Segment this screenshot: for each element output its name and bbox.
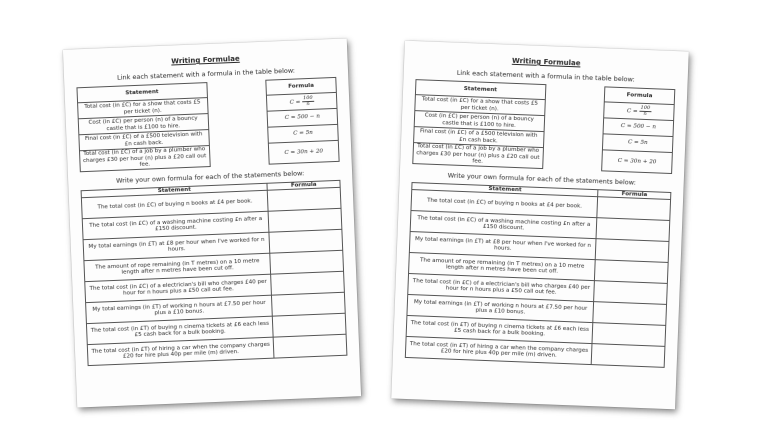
own-statement: My total earnings (in £T) at £8 per hour when I've worked for n hours. xyxy=(409,232,596,260)
link-formula: C = $\frac{100}{n}$ xyxy=(266,92,337,111)
link-statement: Cost (in £C) per person (n) of a bouncy castle that is £100 to hire. xyxy=(414,111,544,132)
link-instruction: Link each statement with a formula in the table below: xyxy=(456,68,635,84)
link-header-statement: Statement xyxy=(415,80,545,100)
own-statement: The total cost (in £T) of hiring a car when the company charges £20 for hire plus 40p per mile (m) driven. xyxy=(405,337,592,365)
fraction: $\frac{100}{n}$ xyxy=(640,104,651,118)
link-statement: Total cost (in £C) of a job by a plumber who charges £30 per hour (n) plus a £20 call out fee. xyxy=(79,146,209,172)
own-formula-table xyxy=(81,180,348,367)
formula-answer-cell[interactable] xyxy=(596,218,669,242)
formula-answer-cell[interactable] xyxy=(595,260,668,284)
link-formula: C = 5n xyxy=(602,134,673,153)
own-formula-table xyxy=(405,182,672,368)
worksheet-title: Writing Formulae xyxy=(171,54,240,66)
formula-answer-cell[interactable] xyxy=(271,272,344,296)
formula-answer-cell[interactable] xyxy=(270,251,343,275)
formula-answer-cell[interactable] xyxy=(593,302,666,326)
worksheet-left xyxy=(63,38,361,407)
own-header-statement: Statement xyxy=(412,182,599,197)
own-statement: The total cost (in £C) of a electrician's bill who charges £40 per hour for n hours plus a £50 call out fee. xyxy=(85,275,272,303)
formula-answer-cell[interactable] xyxy=(592,323,665,347)
formula-answer-cell[interactable] xyxy=(273,314,346,338)
link-header-statement: Statement xyxy=(77,83,207,103)
own-statement: My total earnings (in £T) at £8 per hour when I've worked for n hours. xyxy=(83,233,270,261)
own-instruction: Write your own formula for each of the statements below: xyxy=(447,171,637,187)
formula-answer-cell[interactable] xyxy=(594,281,667,305)
link-table xyxy=(412,79,675,174)
own-statement: The total cost (in £C) of a washing machine costing £n after a £150 discount. xyxy=(82,212,269,240)
own-statement: The total cost (in £T) of buying n cinema tickets at £6 each less £5 cash back for a bulk booking. xyxy=(406,316,593,344)
own-statement: The amount of rope remaining (in T metres) on a 10 metre length after n metres have been cut off. xyxy=(84,254,271,282)
link-header-formula: Formula xyxy=(266,77,336,95)
link-formula: C = 5n xyxy=(268,124,339,143)
link-statement: Total cost (in £C) of a job by a plumber who charges £30 per hour (n) plus a £20 call out fee. xyxy=(413,143,543,169)
link-statement: Total cost (in £C) for a show that costs £5 per ticket (n). xyxy=(415,95,545,116)
link-header-formula: Formula xyxy=(604,87,674,105)
link-statement: Cost (in £C) per person (n) of a bouncy castle that is £100 to hire. xyxy=(78,114,208,135)
fraction: $\frac{100}{n}$ xyxy=(302,94,313,108)
link-statement: Total cost (in £C) for a show that costs £5 per ticket (n). xyxy=(78,98,208,119)
link-formula: C = 30n + 20 xyxy=(602,150,673,173)
formula-answer-cell[interactable] xyxy=(592,344,665,368)
link-formula: C = 500 − n xyxy=(267,108,338,127)
own-statement: The total cost (in £C) of a electrician's bill who charges £40 per hour for n hours plus a £50 call out fee. xyxy=(408,274,595,302)
own-instruction: Write your own formula for each of the statements below: xyxy=(115,169,305,185)
formula-answer-cell[interactable] xyxy=(269,230,342,254)
formula-answer-cell[interactable] xyxy=(597,197,670,221)
formula-answer-cell[interactable] xyxy=(596,239,669,263)
link-statement: Final cost (in £C) of a £500 television with £n cash back. xyxy=(79,130,209,151)
link-formula: C = 30n + 20 xyxy=(268,140,339,164)
own-statement: My total earnings (in £T) of working n hours at £7.50 per hour plus a £10 bonus. xyxy=(86,296,273,324)
link-statement: Final cost (in £C) of a £500 television with £n cash back. xyxy=(414,127,544,148)
formula-answer-cell[interactable] xyxy=(268,188,341,212)
formula-answer-cell[interactable] xyxy=(274,335,347,359)
link-instruction: Link each statement with a formula in the table below: xyxy=(116,66,296,82)
link-formula: C = $\frac{100}{n}$ xyxy=(604,102,675,121)
link-formula: C = 500 − n xyxy=(603,118,674,137)
formula-answer-cell[interactable] xyxy=(269,209,342,233)
own-header-formula: Formula xyxy=(267,180,340,190)
own-header-formula: Formula xyxy=(598,189,671,199)
own-statement: The total cost (in £C) of buying n books at £4 per book. xyxy=(411,190,598,218)
own-header-statement: Statement xyxy=(81,183,268,198)
own-statement: The total cost (in £T) of hiring a car when the company charges £20 for hire plus 40p per mile (m) driven. xyxy=(87,337,274,365)
own-statement: The total cost (in £T) of buying n cinema tickets at £6 each less £5 cash back for a bulk booking. xyxy=(86,317,273,345)
own-statement: The total cost (in £C) of a washing machine costing £n after a £150 discount. xyxy=(410,211,597,239)
own-statement: My total earnings (in £T) of working n hours at £7.50 per hour plus a £10 bonus. xyxy=(407,295,594,323)
own-statement: The amount of rope remaining (in T metres) on a 10 metre length after n metres have been cut off. xyxy=(409,253,596,281)
formula-answer-cell[interactable] xyxy=(272,293,345,317)
worksheet-title: Writing Formulae xyxy=(511,56,581,68)
link-table xyxy=(76,77,339,172)
own-statement: The total cost (in £C) of buying n books at £4 per book. xyxy=(81,191,268,219)
worksheet-right xyxy=(391,41,689,410)
